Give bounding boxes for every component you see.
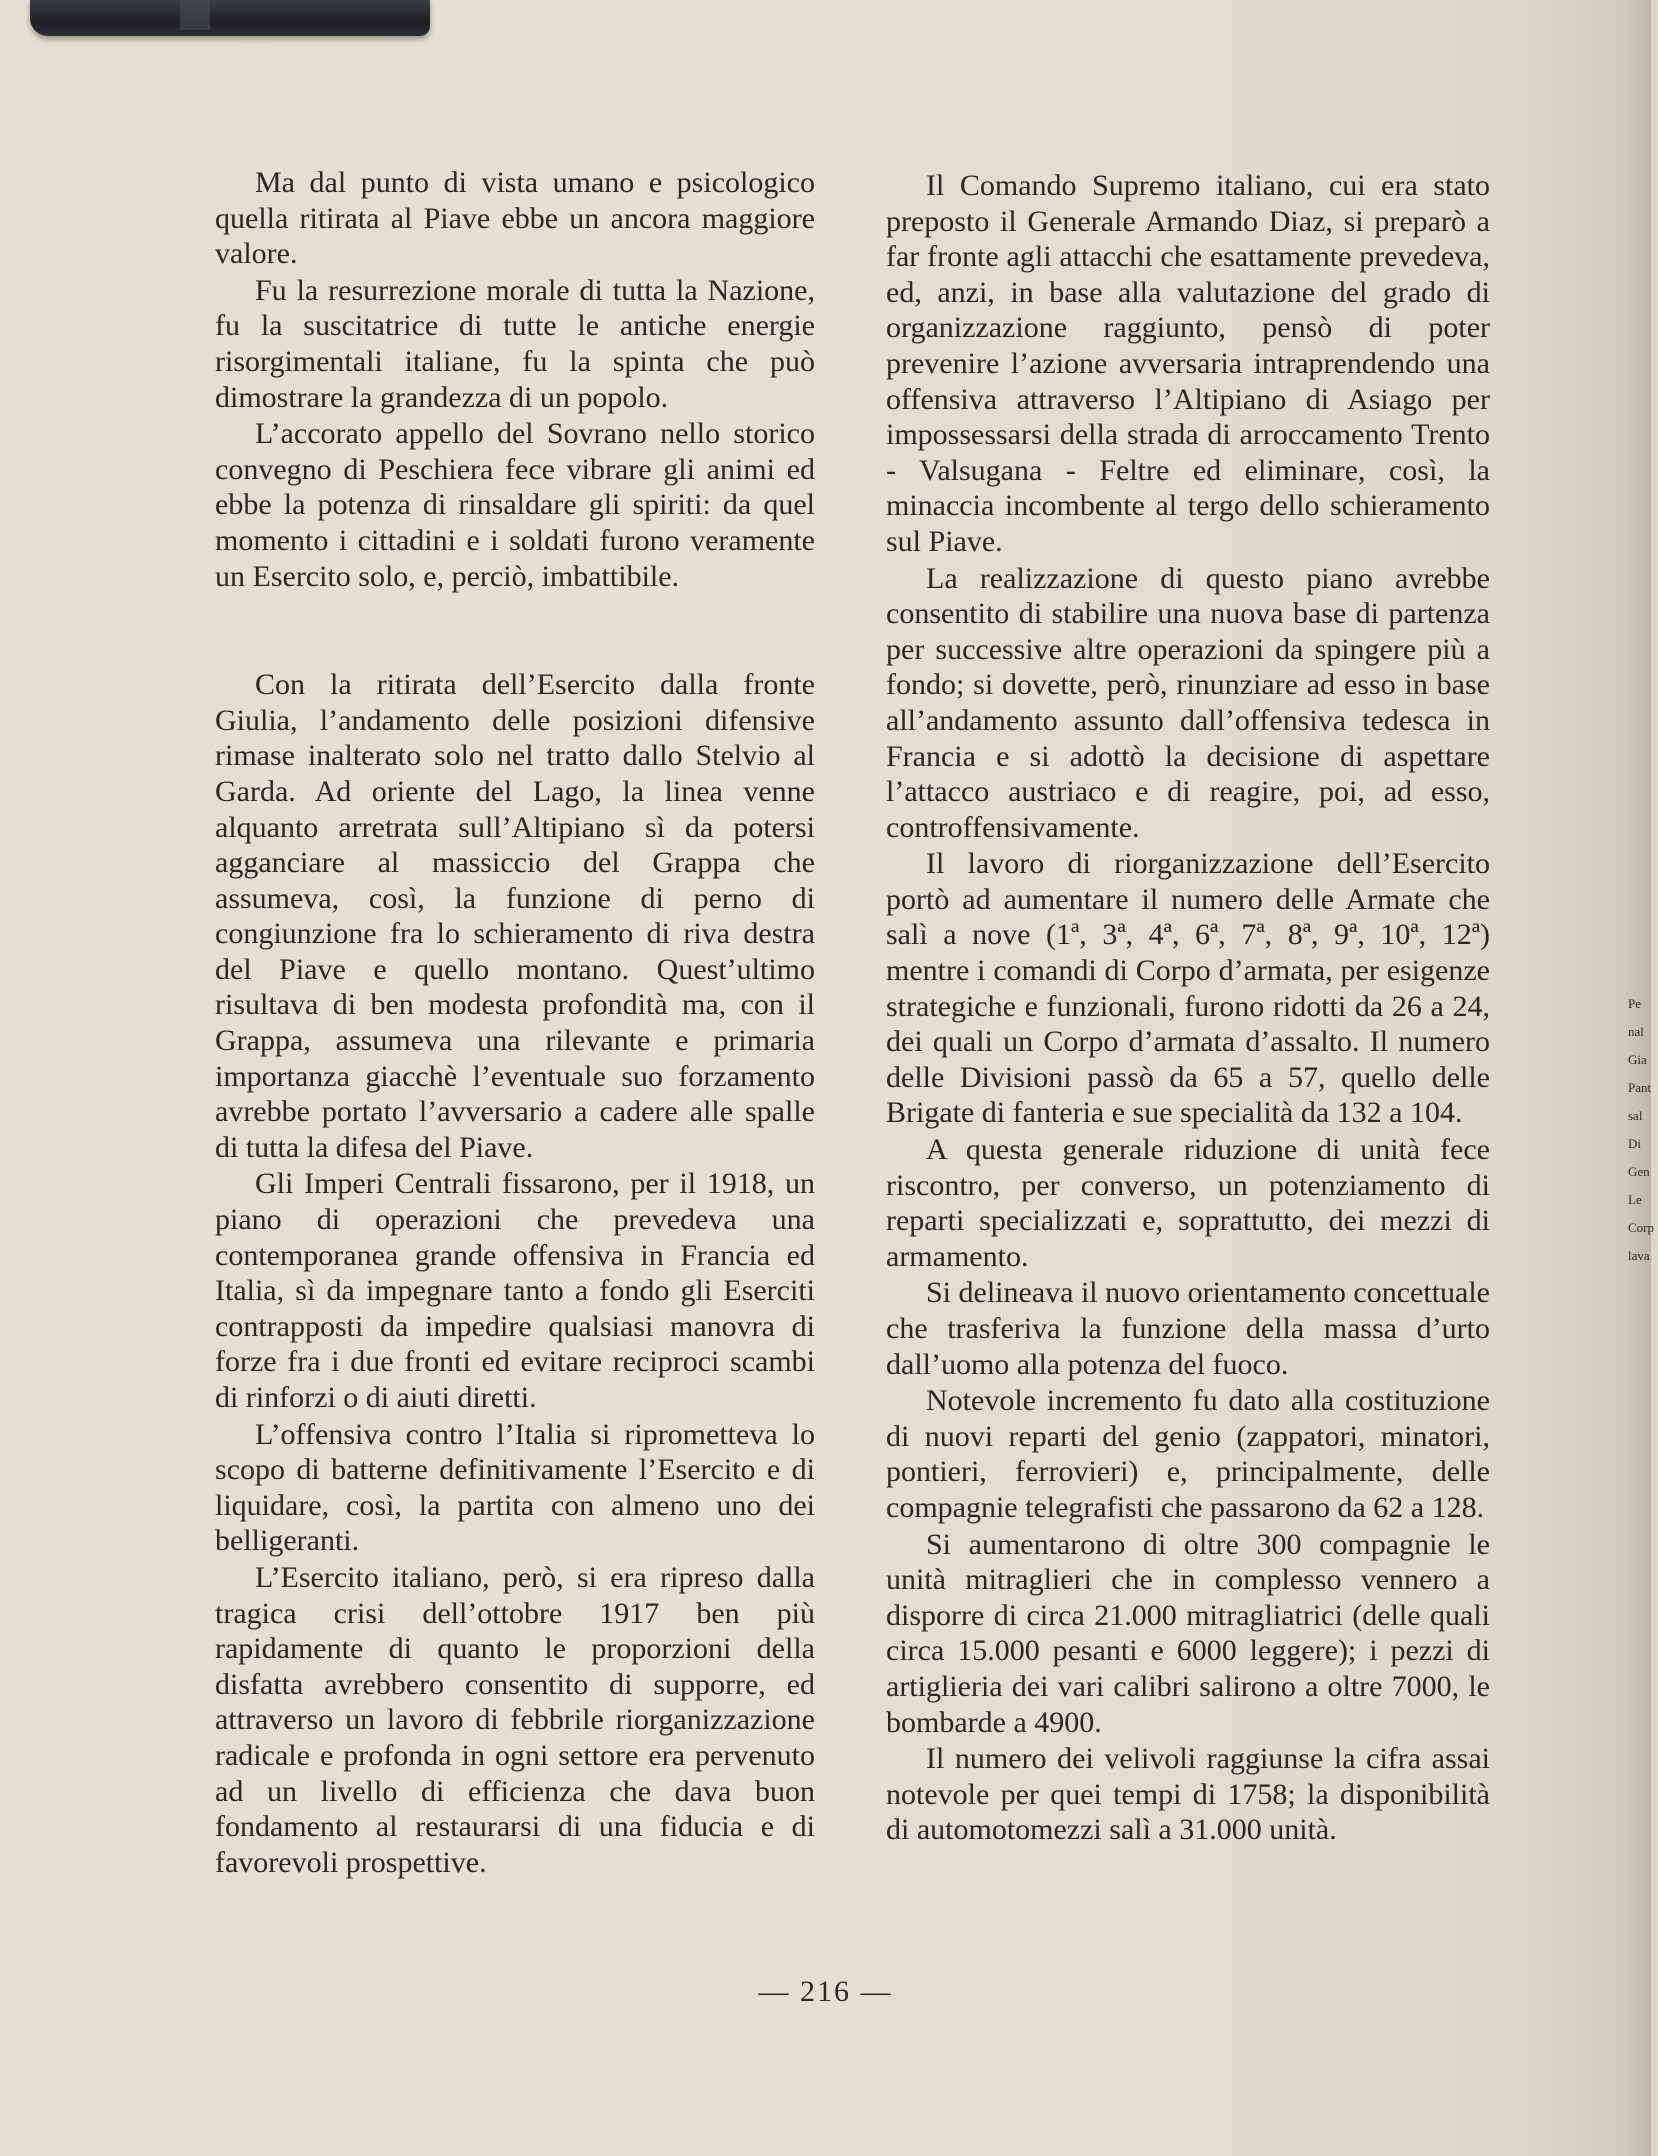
binder-clip [30,0,430,36]
paragraph: Si aumentarono di oltre 300 compagnie le unità mitraglieri che in complesso vennero a disporre di circa 21.000 mitragliatrici (delle quali circa 15.000 pesanti e 6000 leggere); i pezzi di artiglieria dei vari calibri salirono a oltre 7000, le bombarde a 4900. [886,1527,1490,1739]
paragraph: La realizzazione di questo piano avrebbe consentito di stabilire una nuova base di partenza per successive altre operazioni da spingere più a fondo; si dovette, però, rinunziare ad esso in base all’andamento assunto dall’offensiva tedesca in Francia e si adottò la decisione di aspettare l’attacco austriaco e di reagire, poi, ad esso, controffensivamente. [886,561,1490,844]
page-number: — 216 — [758,1975,893,2008]
margin-fragment: Pant [1628,1080,1652,1095]
margin-fragment: Pe [1628,996,1641,1011]
paragraph: Con la ritirata dell’Esercito dalla fronte Giulia, l’andamento delle posizioni difensive rimase inalterato solo nel tratto dallo Stelvio al Garda. Ad oriente del Lago, la linea venne alquanto arretrata sull’Altipiano sì da potersi agganciare al massiccio del Grappa che assumeva, così, la funzione di perno di congiunzione fra lo schieramento di riva destra del Piave e quello montano. Quest’ultimo risultava di ben modesta profondità ma, con il Grappa, assumeva una rilevante e primaria importanza giacchè l’eventuale suo forzamento avrebbe portato l’avversario a cadere alle spalle di tutta la difesa del Piave. [215,668,815,1164]
paragraph: Il lavoro di riorganizzazione dell’Esercito portò ad aumentare il numero delle Armate che salì a nove (1ª, 3ª, 4ª, 6ª, 7ª, 8ª, 9ª, 10ª, 12ª) mentre i comandi di Corpo d’armata, per esigenze strategiche e funzionali, furono ridotti da 26 a 24, dei quali un Corpo d’armata d’assalto. Il numero delle Divisioni passò da 65 a 57, quello delle Brigate di fanteria e sue specialità da 132 a 104. [886,847,1490,1130]
paragraph: L’Esercito italiano, però, si era ripreso dalla tragica crisi dell’ottobre 1917 ben più rapidamente di quanto le proporzioni della disfatta avrebbero consentito di supporre, ed attraverso un lavoro di febbrile riorganizzazione radicale e profonda in ogni settore era pervenuto ad un livello di efficienza che dava buon fondamento al restaurarsi di una fiducia e di favorevoli prospettive. [215,1560,815,1879]
margin-fragment: Le [1628,1192,1642,1207]
paragraph: Fu la resurrezione morale di tutta la Nazione, fu la suscitatrice di tutte le antiche energie risorgimentali italiane, fu la spinta che può dimostrare la grandezza di un popolo. [215,273,815,414]
margin-fragment: sal [1628,1108,1643,1123]
paragraph: Gli Imperi Centrali fissarono, per il 1918, un piano di operazioni che prevedeva una contemporanea grande offensiva in Francia ed Italia, sì da impegnare tanto a fondo gli Eserciti contrapposti da impedire qualsiasi manovra di forze fra i due fronti ed evitare reciproci scambi di rinforzi o di aiuti diretti. [215,1167,815,1414]
margin-fragment: Corp [1628,1220,1654,1235]
paragraph: A questa generale riduzione di unità fece riscontro, per converso, un potenziamento di reparti specializzati e, soprattutto, dei mezzi di armamento. [886,1133,1490,1273]
paragraph: L’accorato appello del Sovrano nello storico convegno di Peschiera fece vibrare gli animi ed ebbe la potenza di rinsaldare gli spiriti: da quel momento i cittadini e i soldati furono veramente un Esercito solo, e, perciò, imbattibile. [215,417,815,593]
margin-fragment: lava [1628,1248,1650,1263]
right-column [886,168,1490,1848]
paragraph: Ma dal punto di vista umano e psicologico quella ritirata al Piave ebbe un ancora maggiore valore. [215,166,815,271]
paragraph: L’offensiva contro l’Italia si riprometteva lo scopo di batterne definitivamente l’Esercito e di liquidare, così, la partita con almeno uno dei belligeranti. [215,1417,815,1558]
left-column [215,165,815,1880]
paragraph: Il numero dei velivoli raggiunse la cifra assai notevole per quei tempi di 1758; la disponibilità di automotomezzi salì a 31.000 unità. [886,1742,1490,1847]
paragraph: Notevole incremento fu dato alla costituzione di nuovi reparti del genio (zappatori, minatori, pontieri, ferrovieri) e, principalmente, delle compagnie telegrafisti che passarono da 62 a 128. [886,1384,1490,1524]
paragraph: Il Comando Supremo italiano, cui era stato preposto il Generale Armando Diaz, si preparò a far fronte agli attacchi che esattamente prevedeva, ed, anzi, in base alla valutazione del grado di organizzazione raggiunto, pensò di poter prevenire l’azione avversaria intraprendendo una offensiva attraverso l’Altipiano di Asiago per impossessarsi della strada di arroccamento Trento - Valsugana - Feltre ed eliminare, così, la minaccia incombente al tergo dello schieramento sul Piave. [886,169,1490,558]
margin-fragment: Gia [1628,1052,1647,1067]
paragraph: Si delineava il nuovo orientamento concettuale che trasferiva la funzione della massa d’urto dall’uomo alla potenza del fuoco. [886,1276,1490,1381]
margin-fragment: nal [1628,1024,1644,1039]
margin-fragment: Gen [1628,1164,1650,1179]
margin-fragments [1628,990,1658,1270]
margin-fragment: Di [1628,1136,1641,1151]
